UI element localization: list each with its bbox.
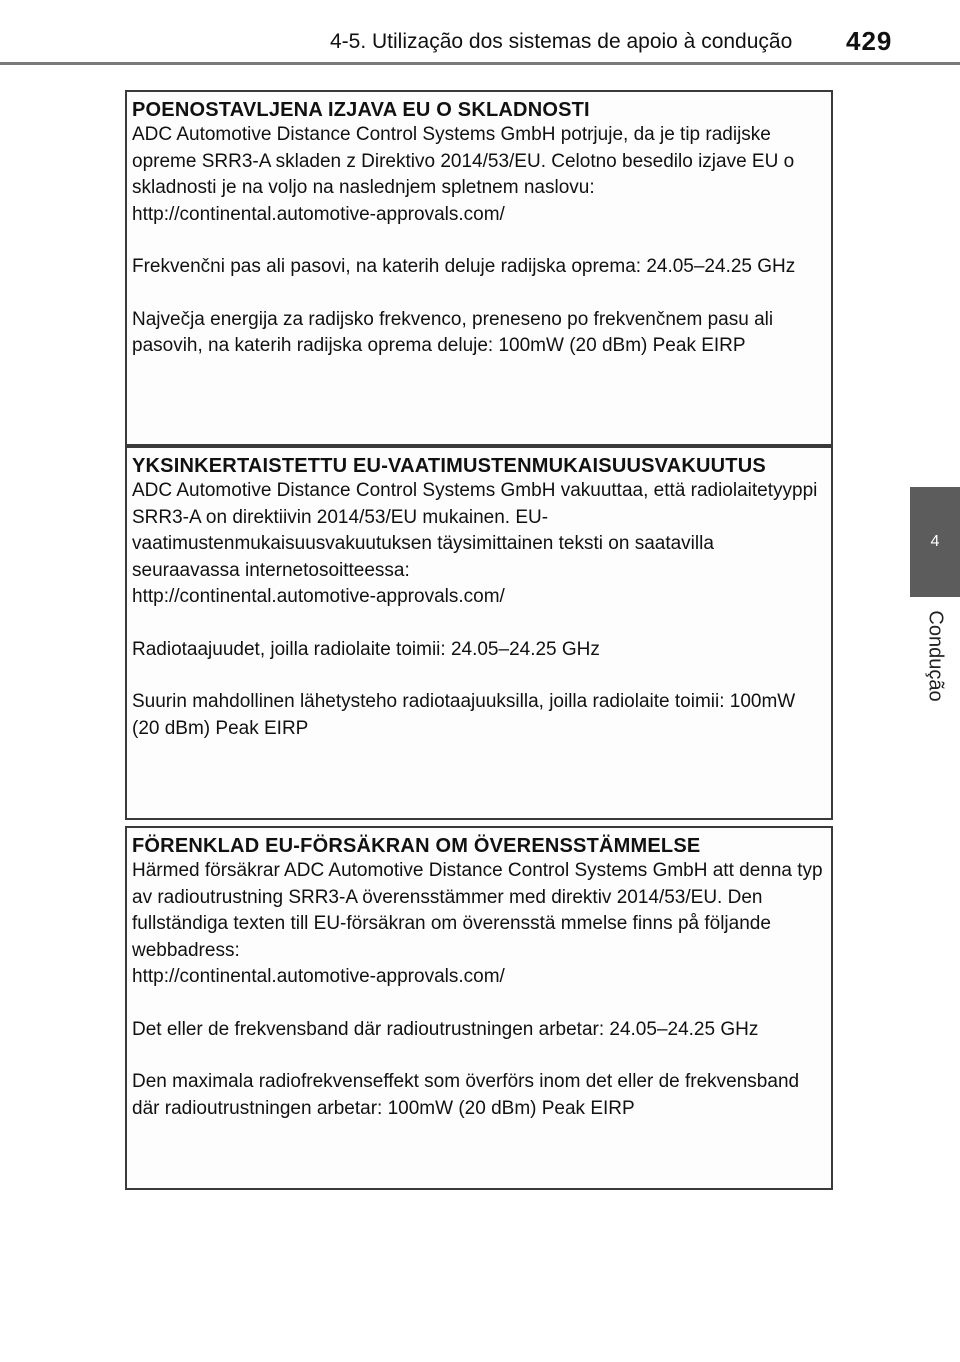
declaration-statement [132,858,826,991]
chapter-number: 4 [930,533,940,550]
declaration-box-slovenian [125,90,833,446]
power-text: Den maximala radiofrekvenseffekt som överförs inom det eller de frekvensband där radioutrustningen arbetar: 100mW (20 dBm) Peak EIRP [132,1071,800,1119]
paragraph-gap [132,1043,826,1069]
declaration-url: http://continental.automotive-approvals.com/ [132,586,505,607]
paragraph-gap [132,611,826,637]
declaration-title: YKSINKERTAISTETTU EU-VAATIMUSTENMUKAISUUSVAKUUTUS [132,455,766,477]
paragraph-gap [132,991,826,1017]
declaration-url: http://continental.automotive-approvals.com/ [132,966,505,987]
chapter-label: Condução [924,610,947,702]
declaration-statement [132,478,826,611]
declaration-box-finnish [125,446,833,820]
paragraph-gap [132,663,826,689]
statement-text: ADC Automotive Distance Control Systems GmbH potrjuje, da je tip radijske opreme SRR3-A skladen z Direktivo 2014/53/EU. Celotno besedilo izjave EU o skladnosti je na voljo na naslednjem spletnem naslovu: [132,124,795,198]
chapter-tab[interactable] [910,487,960,597]
header-divider [0,62,960,65]
declaration-url: http://continental.automotive-approvals.com/ [132,203,505,225]
statement-text: ADC Automotive Distance Control Systems GmbH vakuuttaa, että radiolaitetyyppi SRR3-A on direktiivin 2014/53/EU mukainen. EU-vaatimustenmukaisuusvakuutuksen täysimittainen teksti on saatavilla seuraavassa internetosoitteessa: [132,480,818,581]
power-text: Suurin mahdollinen lähetysteho radiotaajuuksilla, joilla radiolaite toimii: 100mW (20 dBm) Peak EIRP [132,691,796,739]
paragraph-gap [132,228,826,254]
declaration-box-swedish [125,826,833,1190]
declaration-statement [132,122,826,228]
section-title: 4-5. Utilização dos sistemas de apoio à condução [330,30,793,53]
declaration-title: FÖRENKLAD EU-FÖRSÄKRAN OM ÖVERENSSTÄMMELSE [132,835,701,857]
power-text: Največja energija za radijsko frekvenco, preneseno po frekvenčnem pasu ali pasovih, na katerih radijska oprema deluje: 100mW (20 dBm) Peak EIRP [132,308,774,356]
paragraph-gap [132,281,826,307]
page-number: 429 [846,26,893,56]
statement-text: Härmed försäkrar ADC Automotive Distance Control Systems GmbH att denna typ av radioutrustning SRR3-A överensstämmer med direktiv 2014/53/EU. Den fullständiga texten till EU-försäkran om överensstä mmelse finns på följande webbadress: [132,860,823,961]
frequency-text: Det eller de frekvensband där radioutrustningen arbetar: 24.05–24.25 GHz [132,1018,759,1040]
frequency-text: Radiotaajuudet, joilla radiolaite toimii: 24.05–24.25 GHz [132,638,600,660]
declaration-title: POENOSTAVLJENA IZJAVA EU O SKLADNOSTI [132,99,590,121]
frequency-text: Frekvenčni pas ali pasovi, na katerih deluje radijska oprema: 24.05–24.25 GHz [132,256,796,277]
